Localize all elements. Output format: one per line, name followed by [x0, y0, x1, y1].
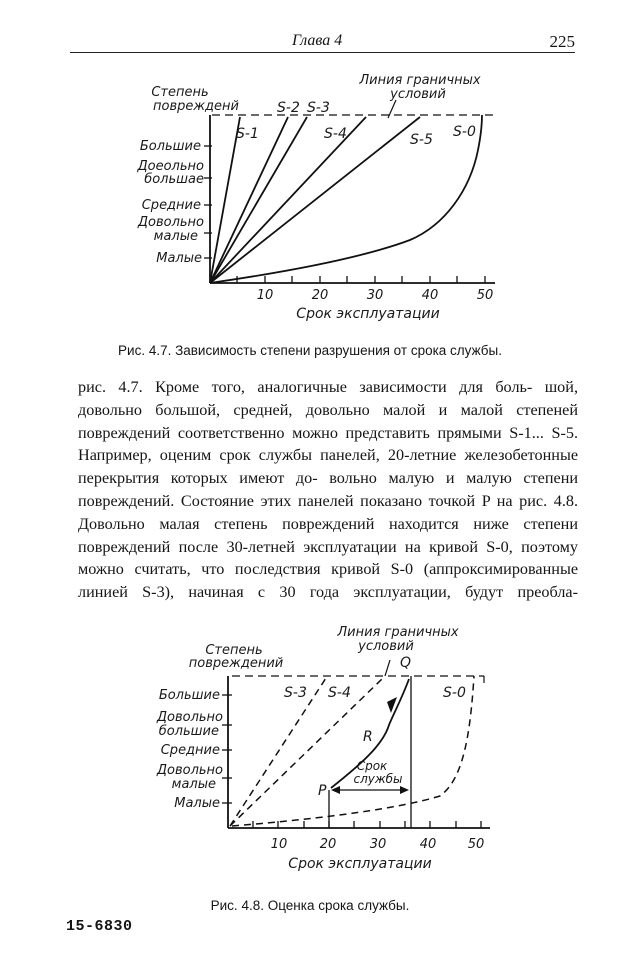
text-line: линией S-3), начиная с 30 года эксплуатации, будут преобла- [78, 583, 578, 602]
y-level-label: Малые [174, 796, 220, 811]
point-label-p: P [318, 783, 327, 799]
text-line: рис. 4.7. Кроме того, аналогичные зависимости для боль- [78, 378, 533, 396]
x-tick-label: 30 [366, 288, 384, 303]
y-level-label: Малые [156, 251, 202, 266]
service-life-label: Срок [356, 759, 388, 773]
x-tick-label: 10 [256, 288, 274, 303]
boundary-label-2: условий [390, 87, 446, 102]
x-tick-label: 50 [476, 288, 494, 303]
curve-label-s0: S-0 [453, 124, 476, 140]
body-paragraph [78, 376, 578, 604]
y-level-label: Средние [160, 743, 220, 758]
figure-4-8-caption: Рис. 4.8. Оценка срока службы. [210, 898, 410, 913]
curve-label-s5: S-5 [410, 132, 433, 148]
text-line: 20-летние железобетонные перекрытия которых имеют до- [78, 446, 579, 488]
x-tick-label: 40 [421, 288, 439, 303]
x-ticks [237, 276, 485, 283]
y-level-label: Средние [141, 198, 201, 213]
y-level-label: Довольно [156, 710, 223, 725]
y-level-label: малые [171, 777, 216, 792]
curve-label-s2: S-2 [277, 100, 300, 116]
point-label-q: Q [400, 655, 412, 671]
y-axis-label-2: повреждений [188, 656, 284, 671]
chapter-title: Глава 4 [292, 32, 343, 49]
text-line: после 30-летней эксплуатации на кривой S-0, поэтому можно [78, 537, 578, 579]
y-level-label: Доеольно [137, 159, 204, 174]
figure-4-8 [0, 618, 620, 880]
arrowhead-right [400, 786, 409, 794]
boundary-label-2: условий [358, 639, 414, 654]
x-tick-label: 10 [270, 837, 288, 852]
running-head [70, 30, 575, 53]
y-level-label: Большие [139, 139, 201, 154]
boundary-label: Линия граничных [359, 73, 481, 88]
y-level-label: малые [153, 229, 198, 244]
y-axis-label: Степень [205, 643, 263, 658]
printer-signature: 15-6830 [66, 918, 133, 935]
page-number: 225 [549, 32, 575, 51]
text-line: шой, довольно большой, средней, довольно малой и малой [78, 378, 578, 419]
x-tick-label: 20 [319, 837, 337, 852]
curve-label-s3: S-3 [284, 685, 307, 701]
y-axis-label: Степень [151, 85, 209, 100]
text-line: степеней повреждений соответственно можно представить [78, 400, 579, 442]
curve-label-s4: S-4 [328, 685, 351, 701]
y-level-label: большие [158, 724, 219, 739]
curve-label-s3: S-3 [307, 100, 330, 116]
y-level-label: Большие [158, 688, 220, 703]
curve-label-s4: S-4 [324, 126, 347, 142]
curve-s0 [232, 676, 474, 826]
x-tick-label: 20 [311, 288, 329, 303]
curve-s3 [230, 678, 326, 826]
y-ticks [222, 695, 232, 803]
boundary-pointer [385, 660, 390, 676]
x-axis-label: Срок эксплуатации [288, 856, 432, 872]
x-ticks [253, 821, 481, 828]
figure-4-7-caption: Рис. 4.7. Зависимость степени разрушения от срока службы. [118, 343, 502, 358]
x-tick-label: 30 [369, 837, 387, 852]
y-level-label: Довольно [156, 763, 223, 778]
x-axis-label: Срок эксплуатации [296, 306, 440, 322]
y-level-label: Довольно [137, 215, 204, 230]
curve-label-s1: S-1 [236, 126, 259, 142]
service-life-label-2: службы [353, 772, 403, 786]
point-label-r: R [363, 729, 373, 745]
text-line: вольно малую и малую степени повреждений. Состояние [78, 469, 579, 510]
text-line: считать, что последствия кривой S-0 (аппроксимированные [134, 560, 579, 579]
text-line: степень повреждений находится ниже степени повреждений [78, 514, 579, 556]
y-level-label: большае [144, 172, 204, 187]
boundary-label: Линия граничных [337, 625, 459, 640]
figure-4-7 [0, 68, 620, 330]
x-tick-label: 40 [419, 837, 437, 852]
text-line: этих панелей показано точкой P на рис. 4.8. Довольно малая [78, 491, 579, 533]
y-axis-label-2: поврежденй [152, 99, 240, 114]
curve-label-s0: S-0 [443, 685, 466, 701]
text-line: прямыми S-1... S-5. Например, оценим срок службы панелей, [78, 423, 579, 465]
x-tick-label: 50 [467, 837, 485, 852]
